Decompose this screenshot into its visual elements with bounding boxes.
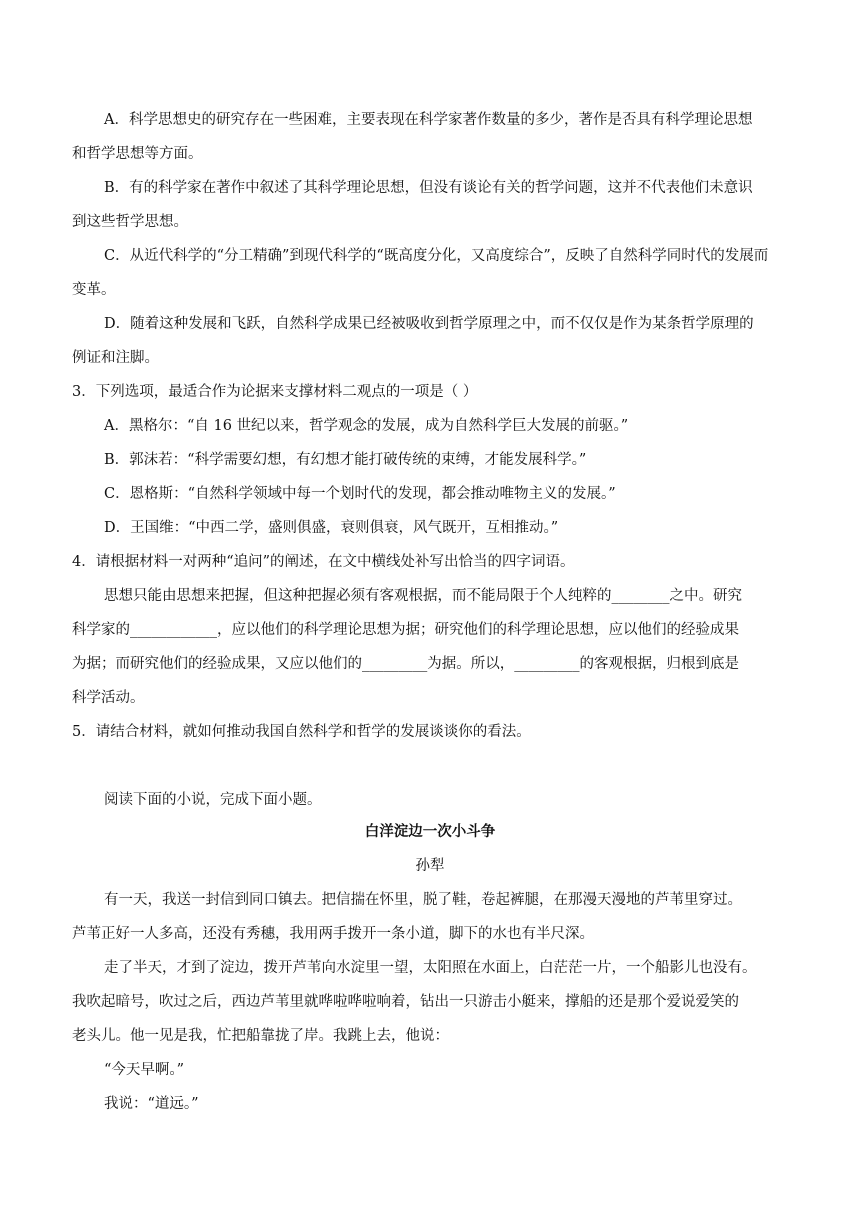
q4-passage-line-3: 为据；而研究他们的经验成果，又应以他们的_________为据。所以，_________的客观根据，归根到底是 — [72, 656, 739, 672]
story-paragraph-2-line-1: 走了半天，才到了淀边，拨开芦苇向水淀里一望，太阳照在水面上，白茫茫一片，一个船影儿也没有。 — [104, 960, 757, 976]
q2-option-d-line-2: 例证和注脚。 — [72, 350, 159, 366]
q5-stem: 5．请结合材料，就如何推动我国自然科学和哲学的发展谈谈你的看法。 — [72, 724, 531, 740]
story-paragraph-2-line-2: 我吹起暗号，吹过之后，西边芦苇里就哗啦哗啦响着，钻出一只游击小艇来，撑船的还是那个爱说爱笑的 — [72, 994, 739, 1010]
q3-option-a: A．黑格尔：“自 16 世纪以来，哲学观念的发展，成为自然科学巨大发展的前驱。” — [104, 418, 629, 434]
story-author: 孙犁 — [415, 858, 445, 874]
q4-passage-line-1: 思想只能由思想来把握，但这种把握必须有客观根据，而不能局限于个人纯粹的________之中。研究 — [104, 588, 742, 604]
q4-passage-line-4: 科学活动。 — [72, 690, 145, 706]
q2-option-c-line-1: C．从近代科学的“分工精确”到现代科学的“既高度分化，又高度综合”，反映了自然科学同时代的发展而 — [104, 248, 769, 264]
q3-option-b: B．郭沫若：“科学需要幻想，有幻想才能打破传统的束缚，才能发展科学。” — [104, 452, 587, 468]
q2-option-b-line-1: B．有的科学家在著作中叙述了其科学理论思想，但没有谈论有关的哲学问题，这并不代表他们未意识 — [104, 180, 753, 196]
story-paragraph-3: “今天早啊。” — [104, 1062, 185, 1078]
q2-option-a-line-2: 和哲学思想等方面。 — [72, 146, 203, 162]
q3-stem: 3．下列选项，最适合作为论据来支撑材料二观点的一项是（ ） — [72, 384, 478, 400]
q2-option-c-line-2: 变革。 — [72, 282, 116, 298]
q2-option-b-line-2: 到这些哲学思想。 — [72, 214, 188, 230]
reading-intro: 阅读下面的小说，完成下面小题。 — [104, 792, 322, 808]
q3-option-c: C．恩格斯：“自然科学领域中每一个划时代的发现，都会推动唯物主义的发展。” — [104, 486, 616, 502]
q2-option-d-line-1: D．随着这种发展和飞跃，自然科学成果已经被吸收到哲学原理之中，而不仅仅是作为某条哲学原理的 — [104, 316, 754, 332]
story-paragraph-2-line-3: 老头儿。他一见是我，忙把船靠拢了岸。我跳上去，他说： — [72, 1028, 449, 1044]
story-title: 白洋淀边一次小斗争 — [364, 823, 496, 840]
q4-stem: 4．请根据材料一对两种“追问”的阐述，在文中横线处补写出恰当的四字词语。 — [72, 554, 575, 570]
story-paragraph-1-line-1: 有一天，我送一封信到同口镇去。把信揣在怀里，脱了鞋，卷起裤腿，在那漫天漫地的芦苇里穿过。 — [104, 892, 742, 908]
story-paragraph-4: 我说：“道远。” — [104, 1096, 199, 1112]
q4-passage-line-2: 科学家的____________，应以他们的科学理论思想为据；研究他们的科学理论思想，应以他们的经验成果 — [72, 622, 739, 638]
q2-option-a-line-1: A．科学思想史的研究存在一些困难，主要表现在科学家著作数量的多少，著作是否具有科学理论思想 — [104, 112, 753, 128]
q3-option-d: D．王国维：“中西二学，盛则俱盛，衰则俱衰，风气既开，互相推动。” — [104, 520, 559, 536]
story-paragraph-1-line-2: 芦苇正好一人多高，还没有秀穗，我用两手拨开一条小道，脚下的水也有半尺深。 — [72, 926, 594, 942]
